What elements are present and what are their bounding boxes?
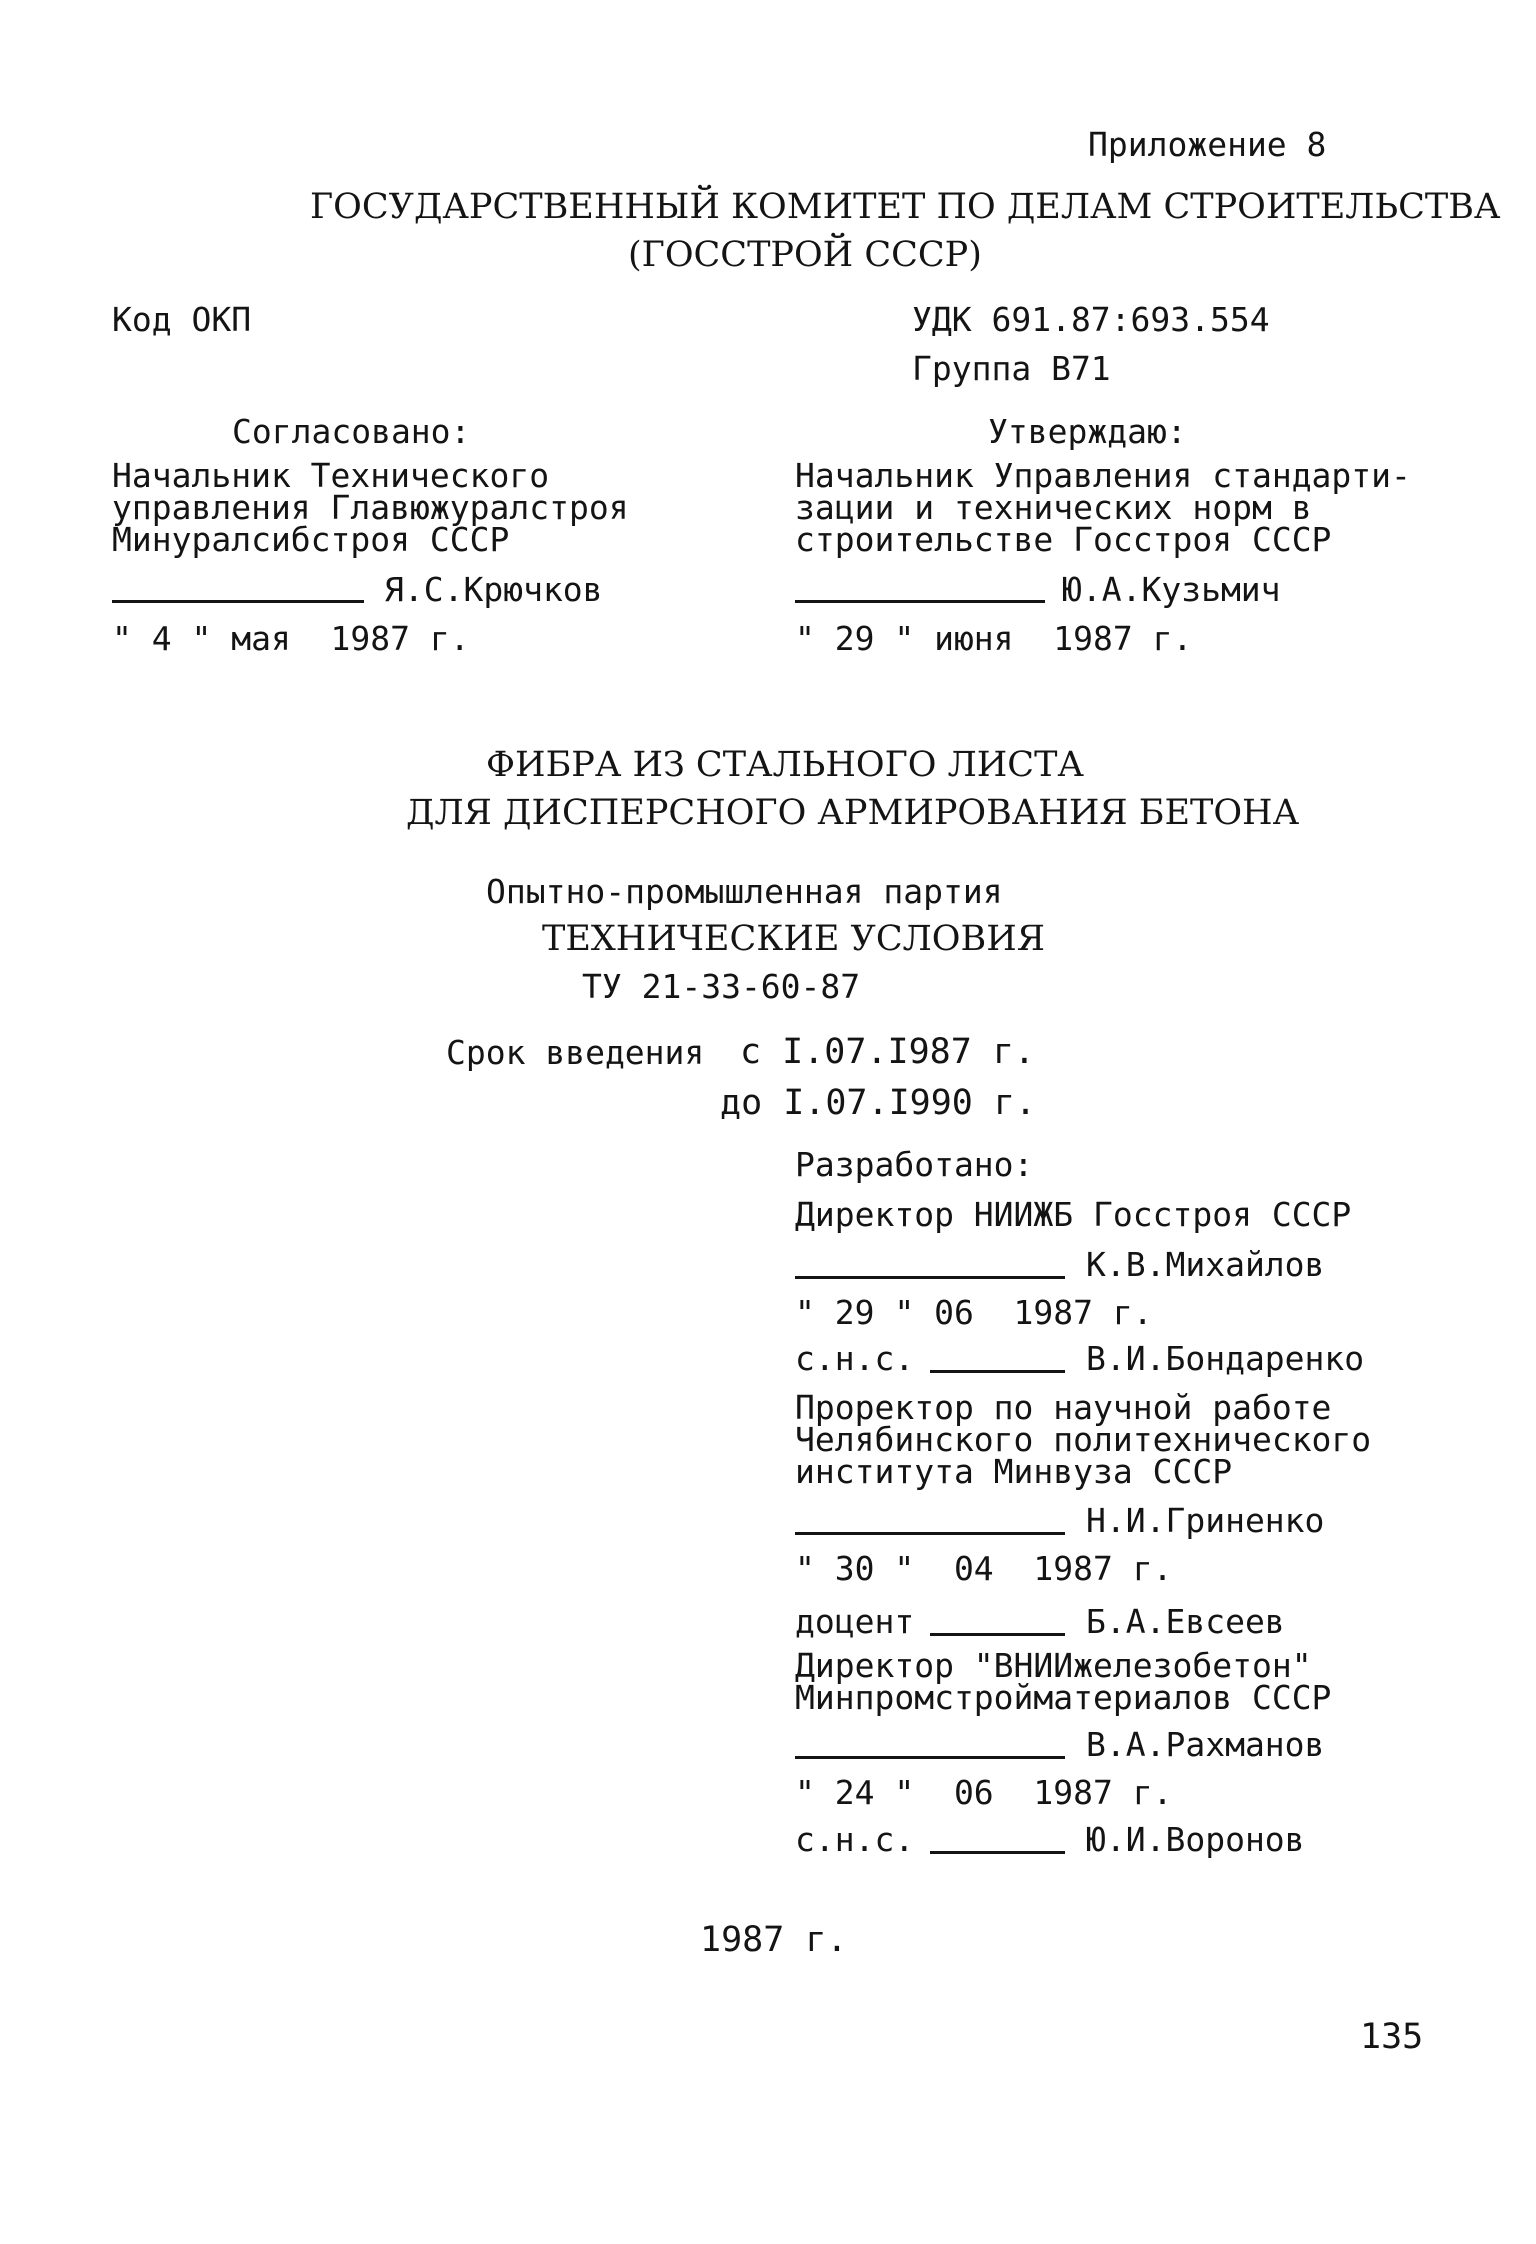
approved-position — [795, 456, 1411, 559]
approved-date: " 29 " июня 1987 г. — [795, 619, 1193, 658]
approved-signer: Ю.А.Кузьмич — [1062, 570, 1281, 609]
signature-line-1 — [795, 1276, 1065, 1279]
signature-line-5 — [795, 1756, 1065, 1759]
publication-year: 1987 г. — [700, 1920, 848, 1960]
okp-code: Код ОКП — [112, 300, 252, 339]
batch-label: Опытно-промышленная партия — [486, 872, 1003, 911]
appendix-label: Приложение 8 — [1088, 125, 1327, 164]
agreed-title: Согласовано: — [232, 412, 471, 451]
developer-org-5 — [795, 1646, 1332, 1717]
developer-date-5: " 24 " 06 1987 г. — [795, 1773, 1173, 1812]
developer-role-2: с.н.с. — [795, 1339, 915, 1378]
developer-role-6: с.н.с. — [795, 1820, 915, 1859]
developer-role-4: доцент — [795, 1602, 915, 1641]
developer-date-3: " 30 " 04 1987 г. — [795, 1549, 1173, 1588]
developer-org-3 — [795, 1388, 1372, 1491]
agreed-position-line: Минуралсибстроя СССР — [112, 520, 510, 559]
developer-signer-6: Ю.И.Воронов — [1086, 1820, 1305, 1859]
page-number: 135 — [1360, 2017, 1424, 2057]
agreed-signature-line — [112, 600, 364, 603]
spec-label: ТЕХНИЧЕСКИЕ УСЛОВИЯ — [542, 919, 1046, 959]
developer-org-1: Директор НИИЖБ Госстроя СССР — [795, 1195, 1352, 1234]
developer-org-3-line: института Минвуза СССР — [795, 1452, 1233, 1491]
developer-signer-3: Н.И.Гриненко — [1086, 1501, 1325, 1540]
tu-number: ТУ 21-33-60-87 — [582, 967, 861, 1006]
developer-org-5-line: Минпромстройматериалов СССР — [795, 1678, 1332, 1717]
doc-title-line2: ДЛЯ ДИСПЕРСНОГО АРМИРОВАНИЯ БЕТОНА — [406, 793, 1300, 833]
approved-position-line: зации и технических норм в — [795, 488, 1312, 527]
developer-signer-5: В.А.Рахманов — [1086, 1725, 1325, 1764]
developer-date-1: " 29 " 06 1987 г. — [795, 1293, 1153, 1332]
udk-code: УДК 691.87:693.554 — [912, 300, 1270, 339]
group-code: Группа В71 — [912, 349, 1111, 388]
valid-to: до I.07.I990 г. — [720, 1083, 1037, 1123]
developed-title: Разработано: — [795, 1145, 1034, 1184]
committee-title: ГОСУДАРСТВЕННЫЙ КОМИТЕТ ПО ДЕЛАМ СТРОИТЕЛЬСТВА — [310, 187, 1501, 227]
agreed-date: " 4 " мая 1987 г. — [112, 619, 470, 658]
developer-org-5-line: Директор "ВНИИжелезобетон" — [795, 1646, 1312, 1685]
agreed-position-line: Начальник Технического — [112, 456, 550, 495]
approved-title: Утверждаю: — [988, 412, 1187, 451]
agreed-position — [112, 456, 629, 559]
developer-signer-4: Б.А.Евсеев — [1086, 1602, 1285, 1641]
agreed-position-line: управления Главюжуралстроя — [112, 488, 629, 527]
approved-position-line: строительстве Госстроя СССР — [795, 520, 1332, 559]
approved-position-line: Начальник Управления стандарти- — [795, 456, 1411, 495]
developer-signer-2: В.И.Бондаренко — [1086, 1339, 1365, 1378]
approved-signature-line — [795, 600, 1045, 603]
developer-org-3-line: Челябинского политехнического — [795, 1420, 1372, 1459]
validity-label: Срок введения — [446, 1033, 705, 1072]
doc-title-line1: ФИБРА ИЗ СТАЛЬНОГО ЛИСТА — [486, 745, 1084, 785]
developer-org-3-line: Проректор по научной работе — [795, 1388, 1332, 1427]
signature-line-4 — [930, 1633, 1065, 1636]
signature-line-2 — [930, 1370, 1065, 1373]
signature-line-6 — [930, 1851, 1065, 1854]
valid-from: с I.07.I987 г. — [740, 1032, 1036, 1072]
signature-line-3 — [795, 1532, 1065, 1535]
agreed-signer: Я.С.Крючков — [384, 570, 603, 609]
committee-abbrev: (ГОССТРОЙ СССР) — [628, 235, 982, 275]
developer-signer-1: К.В.Михайлов — [1086, 1245, 1325, 1284]
